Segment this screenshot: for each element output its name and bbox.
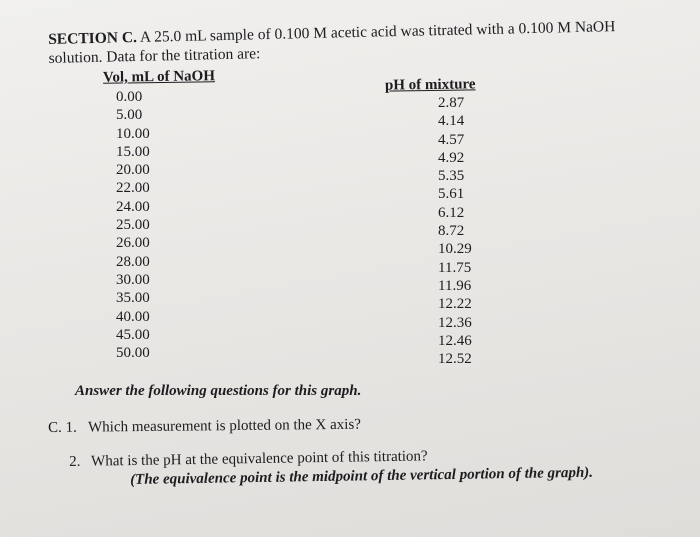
volume-cell: 10.00 — [116, 125, 150, 142]
instructions: Answer the following questions for this graph. — [75, 383, 362, 399]
volume-cell: 28.00 — [116, 253, 150, 270]
section-label: SECTION C. — [48, 28, 138, 48]
ph-cell: 12.22 — [438, 296, 472, 313]
volume-cell: 24.00 — [116, 198, 150, 215]
ph-cell: 12.46 — [438, 332, 472, 349]
ph-cell: 11.75 — [438, 259, 472, 276]
volume-cell: 26.00 — [116, 235, 150, 252]
intro-line-2: solution. Data for the titration are: — [48, 45, 261, 67]
ph-cell: 6.12 — [438, 204, 465, 221]
ph-cell: 5.61 — [438, 186, 465, 203]
intro-text-1: A 25.0 mL sample of 0.100 M acetic acid was titrated with a 0.100 M NaOH — [136, 18, 616, 46]
volume-column — [116, 88, 150, 362]
ph-cell: 11.96 — [438, 277, 472, 294]
ph-cell: 2.87 — [438, 95, 465, 111]
volume-cell: 20.00 — [116, 162, 150, 179]
volume-cell: 22.00 — [116, 180, 150, 197]
ph-cell: 10.29 — [438, 241, 472, 258]
ph-cell: 4.92 — [438, 149, 465, 166]
volume-cell: 15.00 — [116, 143, 150, 160]
volume-cell: 45.00 — [116, 326, 150, 343]
volume-cell: 0.00 — [116, 89, 143, 105]
volume-cell: 35.00 — [116, 290, 150, 307]
question-1 — [48, 417, 361, 437]
volume-cell: 30.00 — [116, 271, 150, 288]
question-2-text: What is the pH at the equivalence point of this titration? — [90, 448, 428, 470]
volume-column-header: Vol, mL of NaOH — [102, 68, 216, 86]
ph-cell: 4.14 — [438, 113, 465, 130]
question-2-note: (The equivalence point is the midpoint of the vertical portion of the graph). — [130, 464, 594, 488]
volume-cell: 5.00 — [116, 107, 143, 124]
question-1-text: Which measurement is plotted on the X axis? — [87, 416, 361, 436]
section-intro — [48, 15, 689, 68]
ph-cell: 8.72 — [438, 223, 465, 240]
ph-cell: 4.57 — [438, 131, 465, 148]
ph-cell: 12.52 — [438, 351, 472, 368]
question-1-number: C. 1. — [48, 419, 77, 436]
ph-column — [438, 94, 472, 368]
volume-cell: 50.00 — [116, 345, 150, 362]
volume-cell: 40.00 — [116, 308, 150, 325]
ph-column-header: pH of mixture — [384, 76, 476, 94]
volume-cell: 25.00 — [116, 217, 150, 234]
ph-cell: 12.36 — [438, 314, 472, 331]
question-2-number: 2. — [69, 453, 81, 470]
ph-cell: 5.35 — [438, 168, 465, 185]
